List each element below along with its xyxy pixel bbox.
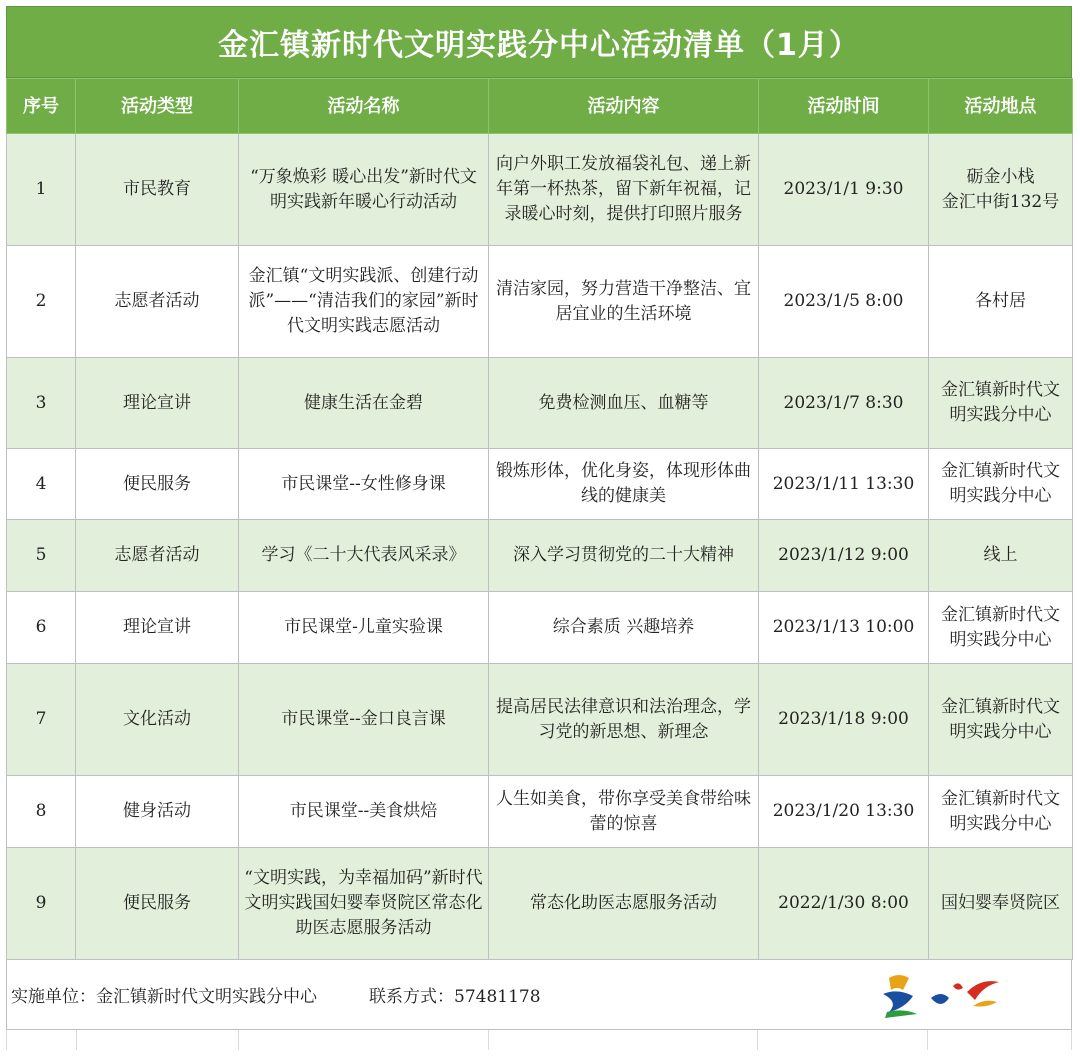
cell-no: 6 <box>7 592 76 664</box>
cell-content: 向户外职工发放福袋礼包、递上新年第一杯热茶，留下新年祝福，记录暖心时刻，提供打印照片服务 <box>489 134 759 246</box>
cell-no: 2 <box>7 246 76 358</box>
cell-place: 金汇镇新时代文明实践分中心 <box>929 449 1073 520</box>
cell-name: 健康生活在金碧 <box>239 358 489 449</box>
cell-content: 清洁家园，努力营造干净整洁、宜居宜业的生活环境 <box>489 246 759 358</box>
header-content: 活动内容 <box>489 79 759 134</box>
cell-type: 志愿者活动 <box>76 520 239 592</box>
cell-time: 2023/1/7 8:30 <box>759 358 929 449</box>
cell-name: 市民课堂-儿童实验课 <box>239 592 489 664</box>
cell-time: 2023/1/11 13:30 <box>759 449 929 520</box>
cell-content: 提高居民法律意识和法治理念，学习党的新思想、新理念 <box>489 664 759 776</box>
cell-name: 金汇镇“文明实践派、创建行动派”——“清洁我们的家园”新时代文明实践志愿活动 <box>239 246 489 358</box>
table-row <box>7 134 1073 246</box>
footer-unit: 实施单位：金汇镇新时代文明实践分中心 <box>11 987 317 1007</box>
cell-time: 2023/1/18 9:00 <box>759 664 929 776</box>
table-row <box>7 848 1073 960</box>
header-time: 活动时间 <box>759 79 929 134</box>
cell-type: 理论宣讲 <box>76 592 239 664</box>
bottom-strip <box>6 1030 1072 1050</box>
cell-place: 各村居 <box>929 246 1073 358</box>
header-no: 序号 <box>7 79 76 134</box>
cell-place: 砺金小栈 金汇中街132号 <box>929 134 1073 246</box>
cell-content: 人生如美食，带你享受美食带给味蕾的惊喜 <box>489 776 759 848</box>
table-row <box>7 776 1073 848</box>
footer-contact: 联系方式：57481178 <box>369 987 541 1007</box>
cell-type: 志愿者活动 <box>76 246 239 358</box>
cell-content: 综合素质 兴趣培养 <box>489 592 759 664</box>
cell-content: 免费检测血压、血糖等 <box>489 358 759 449</box>
page-title: 金汇镇新时代文明实践分中心活动清单（1月） <box>6 6 1072 78</box>
table-row <box>7 358 1073 449</box>
cell-no: 8 <box>7 776 76 848</box>
table-row <box>7 246 1073 358</box>
cell-time: 2023/1/20 13:30 <box>759 776 929 848</box>
cell-type: 健身活动 <box>76 776 239 848</box>
cell-no: 7 <box>7 664 76 776</box>
table-row <box>7 520 1073 592</box>
header-name: 活动名称 <box>239 79 489 134</box>
cell-name: “万象焕彩 暖心出发”新时代文明实践新年暖心行动活动 <box>239 134 489 246</box>
cell-name: 学习《二十大代表风采录》 <box>239 520 489 592</box>
cell-place: 金汇镇新时代文明实践分中心 <box>929 592 1073 664</box>
cell-content: 深入学习贯彻党的二十大精神 <box>489 520 759 592</box>
cell-type: 文化活动 <box>76 664 239 776</box>
cell-content: 常态化助医志愿服务活动 <box>489 848 759 960</box>
cell-content: 锻炼形体，优化身姿，体现形体曲线的健康美 <box>489 449 759 520</box>
cell-name: 市民课堂--美食烘焙 <box>239 776 489 848</box>
cell-no: 1 <box>7 134 76 246</box>
cell-name: 市民课堂--金口良言课 <box>239 664 489 776</box>
cell-no: 9 <box>7 848 76 960</box>
header-row <box>7 79 1073 134</box>
activity-sheet <box>6 6 1072 1050</box>
cell-time: 2023/1/1 9:30 <box>759 134 929 246</box>
cell-name: 市民课堂--女性修身课 <box>239 449 489 520</box>
cell-type: 便民服务 <box>76 449 239 520</box>
header-place: 活动地点 <box>929 79 1073 134</box>
cell-time: 2023/1/12 9:00 <box>759 520 929 592</box>
table-row <box>7 449 1073 520</box>
cell-place: 金汇镇新时代文明实践分中心 <box>929 664 1073 776</box>
cell-no: 3 <box>7 358 76 449</box>
cell-name: “文明实践，为幸福加码”新时代文明实践国妇婴奉贤院区常态化助医志愿服务活动 <box>239 848 489 960</box>
civilization-practice-logo-icon <box>875 968 1005 1020</box>
cell-type: 市民教育 <box>76 134 239 246</box>
header-type: 活动类型 <box>76 79 239 134</box>
cell-place: 国妇婴奉贤院区 <box>929 848 1073 960</box>
cell-time: 2023/1/5 8:00 <box>759 246 929 358</box>
cell-type: 理论宣讲 <box>76 358 239 449</box>
table-row <box>7 664 1073 776</box>
table-row <box>7 592 1073 664</box>
cell-place: 金汇镇新时代文明实践分中心 <box>929 776 1073 848</box>
cell-type: 便民服务 <box>76 848 239 960</box>
cell-time: 2022/1/30 8:00 <box>759 848 929 960</box>
cell-no: 5 <box>7 520 76 592</box>
cell-no: 4 <box>7 449 76 520</box>
footer <box>6 960 1072 1030</box>
activity-table <box>6 78 1073 960</box>
cell-place: 金汇镇新时代文明实践分中心 <box>929 358 1073 449</box>
cell-time: 2023/1/13 10:00 <box>759 592 929 664</box>
cell-place: 线上 <box>929 520 1073 592</box>
